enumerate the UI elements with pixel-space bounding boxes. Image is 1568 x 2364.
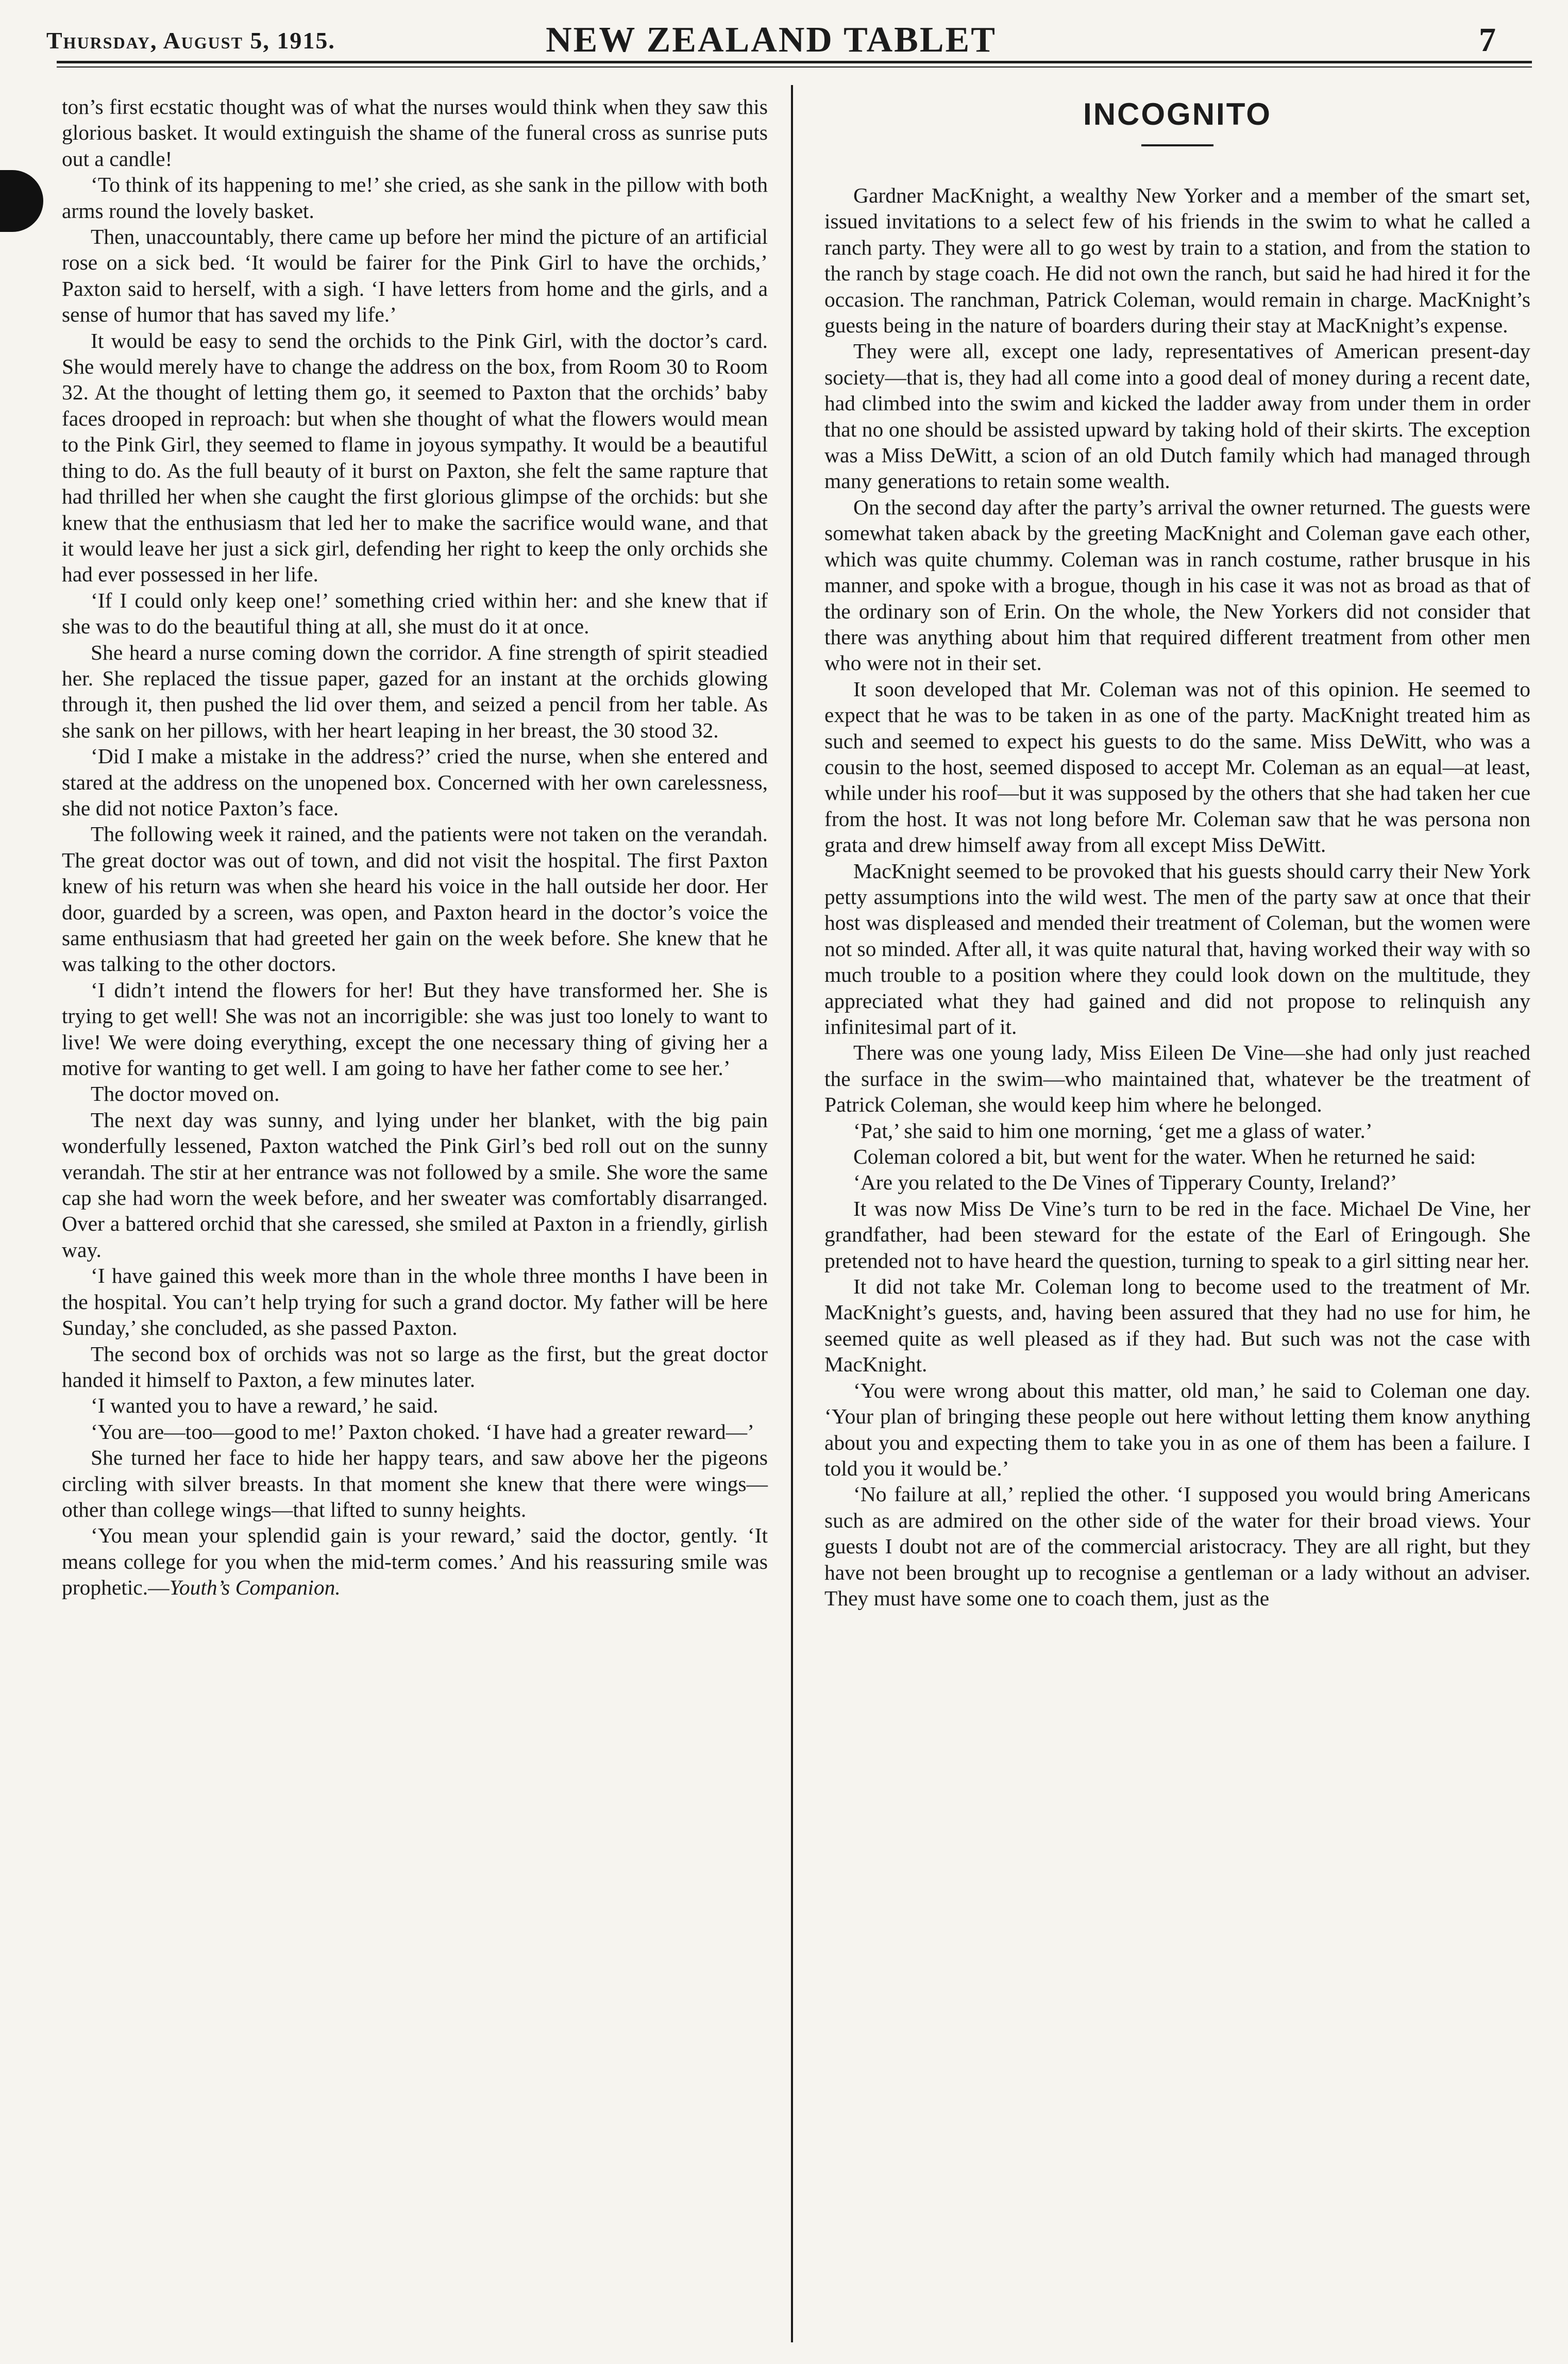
paragraph: ‘Are you related to the De Vines of Tipperary County, Ireland?’	[853, 1170, 1397, 1195]
paragraph: She turned her face to hide her happy tears, and saw above her the pigeons circling with silver breasts. In that moment she knew that there were wings—other than college wings—that lifted to sunny heights.	[62, 1446, 768, 1521]
paragraph: ton’s first ecstatic thought was of what the nurses would think when they saw this glorious basket. It would extinguish the shame of the funeral cross as sunrise puts out a candle!	[62, 95, 768, 171]
paragraph: ‘No failure at all,’ replied the other. ‘I supposed you would bring Americans such as are admired on the other side of the water for their broad views. Your guests I doubt not are of the commercial aristocracy. They are all right, but they have not been brought up to recognise a gentleman or a lady without an adviser. They must have some one to coach them, just as the	[824, 1482, 1530, 1610]
paragraph: The following week it rained, and the patients were not taken on the verandah. The great doctor was out of town, and did not visit the hospital. The first Paxton knew of his return was when she heard his voice in the hall outside her door. Her door, guarded by a screen, was open, and Paxton heard in the doctor’s voice the same enthusiasm that had greeted her gain on the week before. She knew that he was talking to the other doctors.	[62, 822, 768, 976]
paragraph: The doctor moved on.	[91, 1082, 280, 1106]
paragraph-last	[62, 1522, 768, 1600]
headline-rule	[1141, 144, 1213, 146]
paragraph: MacKnight seemed to be provoked that his guests should carry their New York petty assumptions into the wild west. The men of the party saw at once that their host was displeased and mended their treatment of Coleman, but the women were not so minded. After all, it was quite natural that, having worked their way with so much trouble to a position where they could look down on the multitude, they appreciated what they had gained and did not propose to relinquish any infinitesimal part of it.	[824, 859, 1530, 1038]
left-column	[62, 94, 768, 1601]
paragraph: ‘You were wrong about this matter, old man,’ he said to Coleman one day. ‘Your plan of bringing these people out here without letting them know anything about you and expecting them to take you in as one of them has been a failure. I told you it would be.’	[824, 1378, 1530, 1480]
paragraph: It soon developed that Mr. Coleman was not of this opinion. He seemed to expect that he was to be taken in as one of the party. MacKnight treated him as such and seemed to expect his guests to do the same. Miss DeWitt, who was a cousin to the host, seemed disposed to accept Mr. Coleman as an equal—at least, while under his roof—but it was supposed by the others that she had taken her cue from the host. It was not long before Mr. Coleman saw that he was persona non grata and drew himself away from all except Miss DeWitt.	[824, 677, 1530, 857]
paragraph: There was one young lady, Miss Eileen De Vine—she had only just reached the surface in the swim—who maintained that, whatever be the treatment of Patrick Coleman, she would keep him where he belonged.	[824, 1041, 1530, 1117]
paragraph: They were all, except one lady, representatives of American present-day society—that is, they had all come into a good deal of money during a recent date, had climbed into the swim and kicked the ladder away from under them in order that no one should be assisted upward by taking hold of their skirts. The exception was a Miss DeWitt, a scion of an old Dutch family which had managed through many generations to retain some wealth.	[824, 339, 1530, 493]
paragraph: ‘I wanted you to have a reward,’ he said.	[91, 1394, 439, 1418]
paragraph: ‘I have gained this week more than in the whole three months I have been in the hospital. You can’t help trying for such a grand doctor. My father will be here Sunday,’ she concluded, as she passed Paxton.	[62, 1264, 768, 1340]
ink-blot	[0, 170, 43, 232]
paragraph: ‘You are—too—good to me!’ Paxton choked. ‘I have had a greater reward—’	[91, 1419, 754, 1444]
issue-date: Thursday, August 5, 1915.	[46, 27, 335, 54]
paragraph: On the second day after the party’s arrival the owner returned. The guests were somewhat taken aback by the greeting MacKnight and Coleman gave each other, which was quite chummy. Coleman was in ranch costume, rather brusque in his manner, and spoke with a brogue, though in his case it was not as broad as that of the ordinary son of Erin. On the whole, the New Yorkers did not consider that there was anything about him that required different treatment from other men who were not in their set.	[824, 495, 1530, 675]
paragraph: ‘Did I make a mistake in the address?’ cried the nurse, when she entered and stared at the address on the unopened box. Concerned with her own carelessness, she did not notice Paxton’s face.	[62, 744, 768, 820]
paragraph: ‘If I could only keep one!’ something cried within her: and she knew that if she was to do the beautiful thing at all, she must do it at once.	[62, 588, 768, 639]
paragraph: It did not take Mr. Coleman long to become used to the treatment of Mr. MacKnight’s guests, and, having been assured that they had no use for him, he seemed quite as well pleased as if they had. But such was not the case with MacKnight.	[824, 1275, 1530, 1377]
right-column	[824, 94, 1530, 1611]
paragraph: Gardner MacKnight, a wealthy New Yorker and a member of the smart set, issued invitations to a select few of his friends in the swim to what he called a ranch party. They were all to go west by train to a station, and from the station to the ranch by stage coach. He did not own the ranch, but said he had hired it for the occasion. The ranchman, Patrick Coleman, would remain in charge. MacKnight’s guests being in the nature of boarders during their stay at MacKnight’s expense.	[824, 183, 1530, 338]
masthead-rule	[57, 61, 1532, 68]
paragraph: ‘I didn’t intend the flowers for her! But they have transformed her. She is trying to get well! She was not an incorrigible: she was just too lonely to want to live! We were doing everything, except the one necessary thing of giving her a motive for wanting to get well. I am going to have her father come to see her.’	[62, 978, 768, 1080]
paragraph: ‘To think of its happening to me!’ she cried, as she sank in the pillow with both arms round the lovely basket.	[62, 173, 768, 223]
paragraph: The second box of orchids was not so large as the first, but the great doctor handed it himself to Paxton, a few minutes later.	[62, 1342, 768, 1391]
masthead	[46, 20, 1496, 61]
paragraph: ‘Pat,’ she said to him one morning, ‘get me a glass of water.’	[853, 1118, 1373, 1143]
paragraph: Then, unaccountably, there came up before her mind the picture of an artificial rose on a sick bed. ‘It would be fairer for the Pink Girl to have the orchids,’ Paxton said to herself, with a sigh. ‘I have letters from home and the girls, and a sense of humor that has saved my life.’	[62, 225, 768, 327]
attribution: Youth’s Companion.	[169, 1575, 341, 1600]
newspaper-title: NEW ZEALAND TABLET	[546, 20, 997, 60]
paragraph: The next day was sunny, and lying under her blanket, with the big pain wonderfully lessened, Paxton watched the Pink Girl’s bed roll out on the sunny verandah. The stir at her entrance was not followed by a smile. She wore the same cap she had worn the week before, and her sweater was comfortably disarranged. Over a battered orchid that she caressed, she smiled at Paxton in a friendly, girlish way.	[62, 1108, 768, 1262]
paragraph-text: ‘You mean your splendid gain is your reward,’ said the doctor, gently. ‘It means college for you when the mid-term comes.’ And his reassuring smile was prophetic.—	[62, 1523, 768, 1600]
paragraph: Coleman colored a bit, but went for the water. When he returned he said:	[853, 1145, 1476, 1169]
paragraph: It would be easy to send the orchids to the Pink Girl, with the doctor’s card. She would merely have to change the address on the box, from Room 30 to Room 32. At the thought of letting them go, it seemed to Paxton that the orchids’ baby faces drooped in reproach: but when she thought of what the flowers would mean to the Pink Girl, they seemed to flame in joyous sympathy. It would be a beautiful thing to do. As the full beauty of it burst on Paxton, she felt the same rapture that had thrilled her when she caught the first glorious glimpse of the orchids: but she knew that the enthusiasm that led her to make the sacrifice would wane, and that it would leave her just a sick girl, defending her right to keep the only orchids she had ever possessed in her life.	[62, 328, 768, 586]
paragraph: She heard a nurse coming down the corridor. A fine strength of spirit steadied her. She replaced the tissue paper, gazed for an instant at the orchids glowing through it, then pushed the lid over them, and seized a pencil from her table. As she sank on her pillows, with her heart leaping in her breast, the 30 stood 32.	[62, 640, 768, 742]
paragraph: It was now Miss De Vine’s turn to be red in the face. Michael De Vine, her grandfather, had been steward for the estate of the Earl of Eringough. She pretended not to have heard the question, turning to speak to a girl sitting near her.	[824, 1196, 1530, 1272]
page-number: 7	[1479, 21, 1496, 59]
article-headline: INCOGNITO	[1083, 97, 1272, 131]
column-divider	[791, 85, 793, 2342]
